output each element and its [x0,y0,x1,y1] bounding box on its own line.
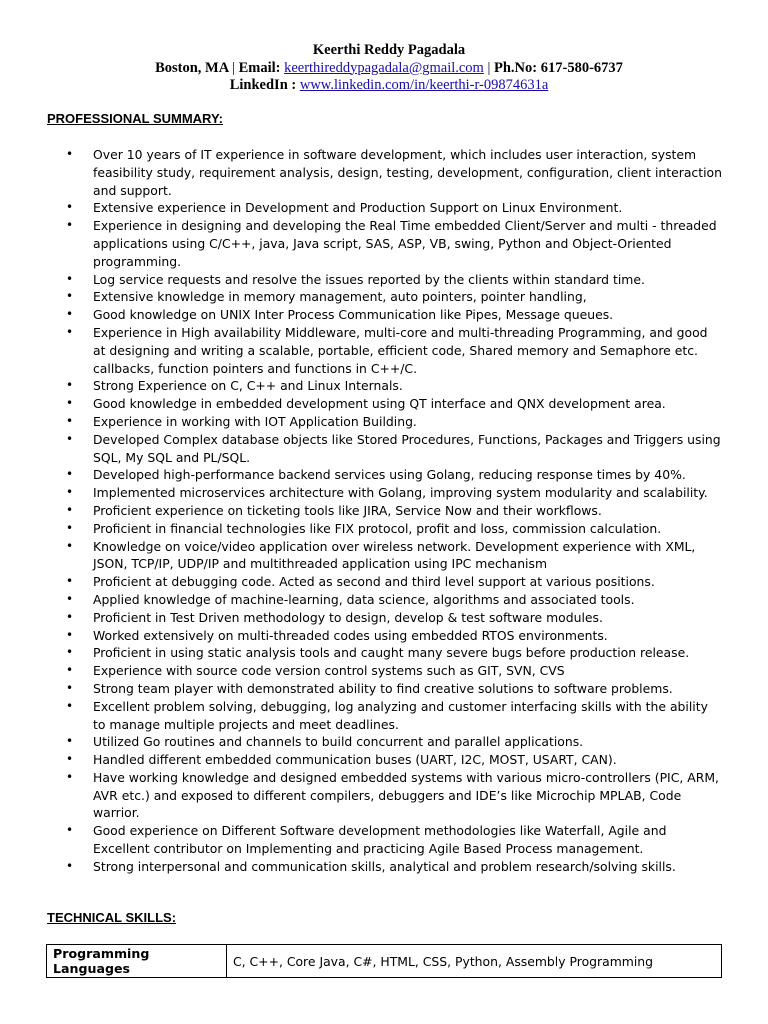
summary-item-text: Have working knowledge and designed embedded systems with various micro-controllers (PIC, ARM, AVR etc.) and exposed to different compilers, debuggers and IDE’s like Microchip MPLAB, Code warrior. [93,769,719,821]
location: Boston, MA [155,59,229,76]
summary-item [0,377,723,395]
bullet-icon: • [66,591,74,606]
summary-item-text: Log service requests and resolve the issues reported by the clients within standard time. [93,271,645,287]
summary-item-text: Extensive experience in Development and Production Support on Linux Environment. [93,200,623,216]
summary-item-text: Strong interpersonal and communication skills, analytical and problem research/solving skills. [93,858,676,874]
bullet-icon: • [66,823,74,838]
bullet-icon: • [66,324,74,339]
summary-item-text: Proficient in using static analysis tools and caught many severe bugs before production release. [93,645,690,661]
bullet-icon: • [66,627,74,642]
email-label: Email: [238,59,281,76]
bullet-icon: • [66,520,74,535]
summary-item [0,858,723,876]
summary-item [0,680,723,698]
summary-item-text: Experience in designing and developing the Real Time embedded Client/Server and multi - threaded applications using C/C++, java, Java script, SAS, ASP, VB, swing, Python and Object-Oriented programming. [93,218,717,269]
summary-item [0,520,723,538]
summary-item [0,502,723,520]
summary-item [0,271,723,289]
skills-row [47,945,722,978]
summary-item-text: Over 10 years of IT experience in software development, which includes user interaction, system feasibility study, requirement analysis, design, testing, development, configuration, client interaction and support. [93,147,722,198]
bullet-icon: • [66,485,74,500]
summary-item-text: Strong team player with demonstrated ability to find creative solutions to software problems. [93,680,673,696]
bullet-icon: • [66,538,74,553]
bullet-icon: • [66,858,74,873]
summary-item [0,199,723,217]
summary-item [0,431,723,467]
summary-item [0,644,723,662]
summary-item [0,662,723,680]
bullet-icon: • [66,147,74,161]
bullet-icon: • [66,396,74,411]
separator: | [232,59,235,76]
summary-item [0,324,723,377]
technical-skills-table [46,944,722,978]
candidate-name: Keerthi Reddy Pagadala [312,42,466,58]
bullet-icon: • [66,574,74,589]
summary-item [0,733,723,751]
bullet-icon: • [66,431,74,446]
separator: | [487,59,491,76]
summary-item-text: Proficient experience on ticketing tools like JIRA, Service Now and their workflows. [93,502,602,518]
bullet-icon: • [66,218,74,233]
summary-item-text: Extensive knowledge in memory management, auto pointers, pointer handling, [93,289,587,305]
linkedin-link[interactable]: www.linkedin.com/in/keerthi-r-09874631a [299,77,549,93]
summary-item [0,466,723,484]
summary-item [0,217,723,270]
bullet-icon: • [66,289,74,304]
summary-item-text: Developed high-performance backend services using Golang, reducing response times by 40%. [93,467,686,483]
summary-item-text: Proficient in financial technologies like FIX protocol, profit and loss, commission calculation. [93,520,662,536]
bullet-icon: • [66,663,74,678]
summary-list [0,146,723,876]
summary-item-text: Developed Complex database objects like Stored Procedures, Functions, Packages and Triggers using SQL, My SQL and PL/SQL. [93,431,721,465]
bullet-icon: • [66,645,74,660]
summary-item [0,627,723,645]
summary-item [0,609,723,627]
bullet-icon: • [66,413,74,428]
bullet-icon: • [66,378,74,393]
summary-item [0,822,723,858]
summary-item [0,484,723,502]
technical-skills-heading: TECHNICAL SKILLS: [47,910,177,925]
summary-item-text: Experience with source code version control systems such as GIT, SVN, CVS [93,663,565,679]
linkedin-label: LinkedIn : [229,77,297,93]
summary-item-text: Good knowledge in embedded development using QT interface and QNX development area. [93,396,666,412]
summary-item-text: Experience in working with IOT Application Building. [93,413,417,429]
summary-item-text: Knowledge on voice/video application over wireless network. Development experience with XML, JSON, TCP/IP, UDP/IP and multithreaded application using IPC mechanism [93,538,696,572]
contact-header [0,42,768,95]
summary-item-text: Applied knowledge of machine-learning, data science, algorithms and associated tools. [93,591,635,607]
summary-item [0,413,723,431]
bullet-icon: • [66,734,74,749]
phone-label: Ph.No: [494,59,538,76]
summary-item-text: Proficient in Test Driven methodology to design, develop & test software modules. [93,609,603,625]
contact-line [0,60,768,78]
professional-summary-heading: PROFESSIONAL SUMMARY: [47,111,223,126]
bullet-icon: • [66,769,74,784]
summary-item [0,538,723,574]
bullet-icon: • [66,680,74,695]
bullet-icon: • [66,502,74,517]
skill-category: Programming Languages [47,945,227,978]
email-link[interactable]: keerthireddypagadala@gmail.com [284,59,484,76]
summary-item-text: Implemented microservices architecture with Golang, improving system modularity and scalability. [93,485,708,501]
summary-item-text: Excellent problem solving, debugging, log analyzing and customer interfacing skills with the ability to manage multiple projects and meet deadlines. [93,698,708,732]
bullet-icon: • [66,467,74,482]
summary-item [0,573,723,591]
summary-item-text: Good knowledge on UNIX Inter Process Communication like Pipes, Message queues. [93,307,614,323]
summary-item [0,769,723,822]
linkedin-line [0,77,768,95]
summary-item [0,751,723,769]
summary-item [0,306,723,324]
summary-item-text: Experience in High availability Middleware, multi-core and multi-threading Programming, and good at designing and writing a scalable, portable, efficient code, Shared memory and Semaphore etc. callbacks, function pointers and functions in C++/C. [93,324,708,376]
summary-item [0,591,723,609]
summary-item-text: Strong Experience on C, C++ and Linux Internals. [93,378,403,394]
bullet-icon: • [66,698,74,713]
phone-number: 617-580-6737 [540,59,623,76]
summary-item-text: Utilized Go routines and channels to build concurrent and parallel applications. [93,734,584,750]
summary-item [0,698,723,734]
summary-item [0,146,723,199]
bullet-icon: • [66,271,74,286]
bullet-icon: • [66,609,74,624]
summary-item-text: Handled different embedded communication buses (UART, I2C, MOST, USART, CAN). [93,752,617,768]
summary-item [0,288,723,306]
bullet-icon: • [66,200,74,215]
summary-item-text: Proficient at debugging code. Acted as second and third level support at various positions. [93,574,655,590]
bullet-icon: • [66,307,74,322]
bullet-icon: • [66,752,74,767]
skill-values: C, C++, Core Java, C#, HTML, CSS, Python, Assembly Programming [227,945,722,978]
summary-item-text: Good experience on Different Software development methodologies like Waterfall, Agile and Excellent contributor on Implementing and practicing Agile Based Process management. [93,823,667,857]
summary-item-text: Worked extensively on multi-threaded codes using embedded RTOS environments. [93,627,608,643]
summary-item [0,395,723,413]
